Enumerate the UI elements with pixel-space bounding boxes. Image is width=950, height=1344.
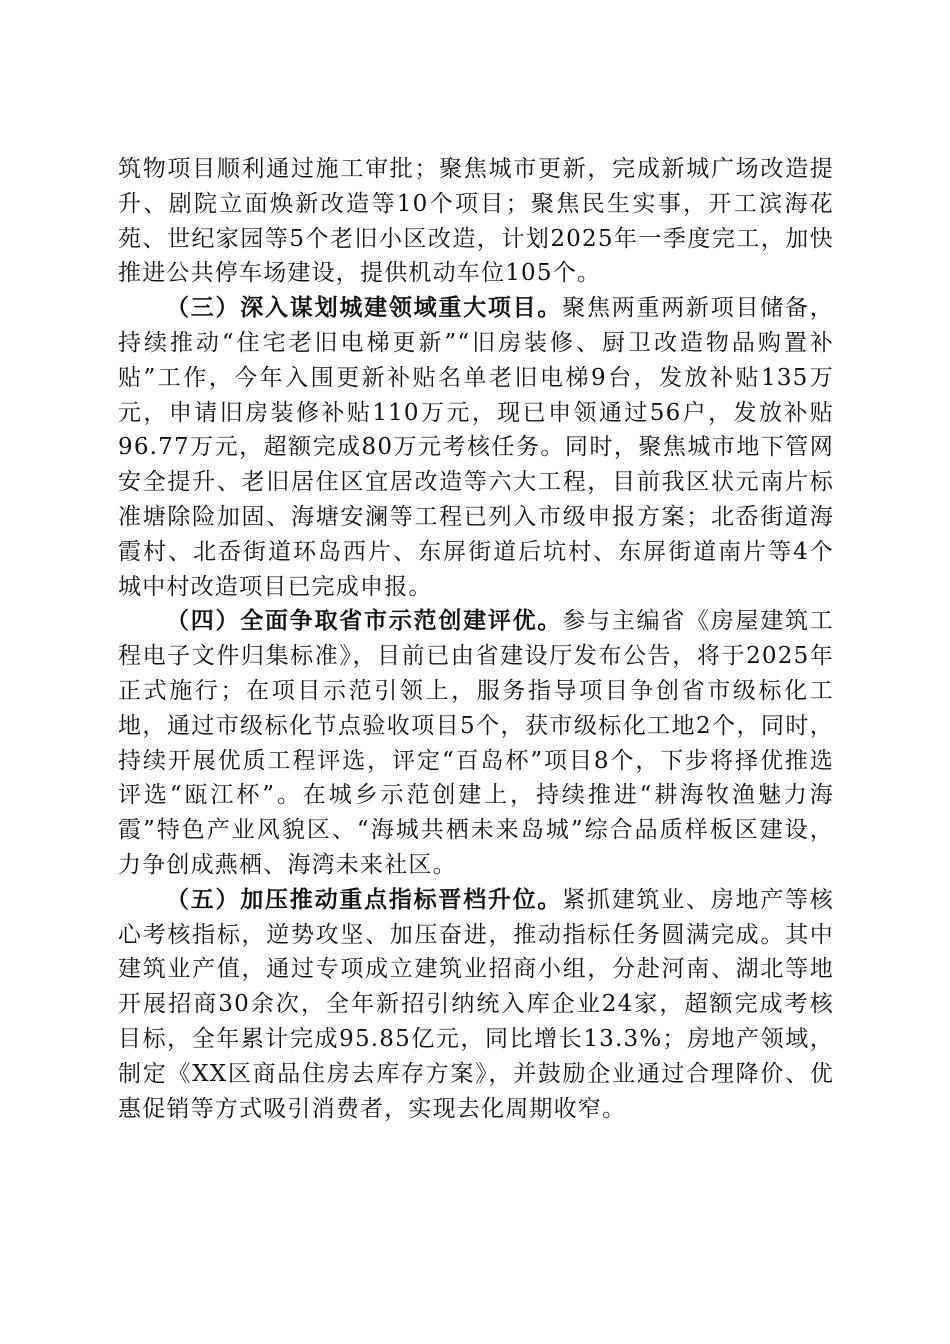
paragraph-text: 聚焦两重两新项目储备，持续推动“住宅老旧电梯更新”“旧房装修、厨卫改造物品购置补贴”工作，今年入围更新补贴名单老旧电梯9台，发放补贴135万元，申请旧房装修补贴110万元，现已申领通过56户，发放补贴96.77万元，超额完成80万元考核任务。同时，聚焦城市地下管网安全提升、老旧居住区宜居改造等六大工程，目前我区状元南片标准塘除险加固、海塘安澜等工程已列入市级申报方案；北岙街道海霞村、北岙街道环岛西片、东屏街道后坑村、东屏街道南片等4个城中村改造项目已完成申报。 bbox=[118, 295, 835, 600]
document-body bbox=[118, 152, 834, 1126]
paragraph-text: 筑物项目顺利通过施工审批；聚焦城市更新，完成新城广场改造提升、剧院立面焕新改造等10个项目；聚焦民生实事，开工滨海花苑、世纪家园等5个老旧小区改造，计划2025年一季度完工，加快推进公共停车场建设，提供机动车位105个。 bbox=[118, 156, 834, 287]
paragraph-text: 参与主编省《房屋建筑工程电子文件归集标准》，目前已由省建设厅发布公告，将于2025年正式施行；在项目示范引领上，服务指导项目争创省市级标化工地，通过市级标化节点验收项目5个，获市级标化工地2个，同时，持续开展优质工程评选，评定“百岛杯”项目8个，下步将择优推选评选“瓯江杯”。在城乡示范创建上，持续推进“耕海牧渔魅力海霞”特色产业风貌区、“海城共栖未来岛城”综合品质样板区建设，力争创成燕栖、海湾未来社区。 bbox=[118, 608, 835, 878]
paragraph-section-5 bbox=[118, 883, 834, 1127]
paragraph-continuation bbox=[118, 152, 834, 291]
section-heading: （三）深入谋划城建领域重大项目。 bbox=[166, 295, 563, 322]
paragraph-section-4 bbox=[118, 604, 834, 882]
section-heading: （四）全面争取省市示范创建评优。 bbox=[166, 608, 563, 635]
section-heading: （五）加压推动重点指标晋档升位。 bbox=[166, 886, 563, 913]
paragraph-text: 紧抓建筑业、房地产等核心考核指标，逆势攻坚、加压奋进，推动指标任务圆满完成。其中建筑业产值，通过专项成立建筑业招商小组，分赴河南、湖北等地开展招商30余次，全年新招引纳统入库企业24家，超额完成考核目标，全年累计完成95.85亿元，同比增长13.3%；房地产领域，制定《XX区商品住房去库存方案》，并鼓励企业通过合理降价、优惠促销等方式吸引消费者，实现去化周期收窄。 bbox=[118, 886, 835, 1122]
paragraph-section-3 bbox=[118, 291, 834, 604]
